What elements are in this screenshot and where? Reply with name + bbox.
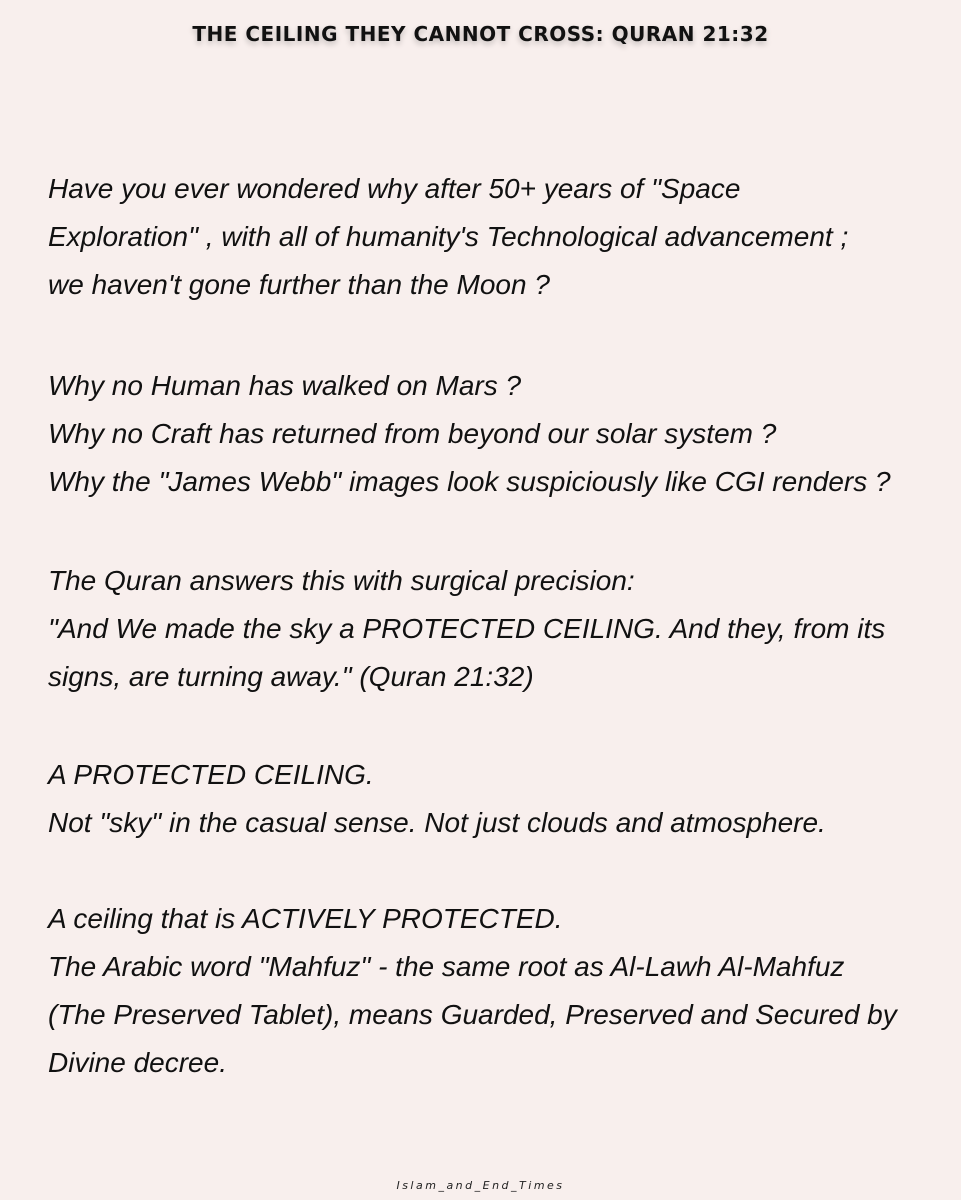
text-line: Divine decree. — [48, 1047, 227, 1078]
page-title: THE CEILING THEY CANNOT CROSS: QURAN 21:32 — [192, 22, 769, 46]
text-line: (The Preserved Tablet), means Guarded, Preserved and Secured by — [48, 999, 897, 1030]
text-line: Have you ever wondered why after 50+ years of "Space — [48, 173, 741, 204]
text-line: "And We made the sky a PROTECTED CEILING. And they, from its — [48, 613, 886, 644]
text-line: The Quran answers this with surgical precision: — [48, 565, 635, 596]
watermark: Islam_and_End_Times — [396, 1179, 565, 1192]
text-line: A ceiling that is ACTIVELY PROTECTED. — [48, 903, 563, 934]
text-line: Why no Human has walked on Mars ? — [48, 370, 522, 401]
paragraph-mahfuz — [48, 895, 928, 1087]
paragraph-quran-quote — [48, 557, 928, 701]
text-line: Not "sky" in the casual sense. Not just clouds and atmosphere. — [48, 807, 826, 838]
text-line: Why the "James Webb" images look suspiciously like CGI renders ? — [48, 466, 891, 497]
paragraph-protected-ceiling — [48, 751, 928, 847]
text-line: we haven't gone further than the Moon ? — [48, 269, 550, 300]
text-line: A PROTECTED CEILING. — [48, 759, 374, 790]
text-line: Exploration" , with all of humanity's Technological advancement ; — [48, 221, 849, 252]
text-line: The Arabic word "Mahfuz" - the same root as Al-Lawh Al-Mahfuz — [48, 951, 845, 982]
paragraph-space-exploration — [48, 165, 928, 309]
paragraph-questions — [48, 362, 928, 506]
text-line: signs, are turning away." (Quran 21:32) — [48, 661, 534, 692]
text-line: Why no Craft has returned from beyond our solar system ? — [48, 418, 777, 449]
